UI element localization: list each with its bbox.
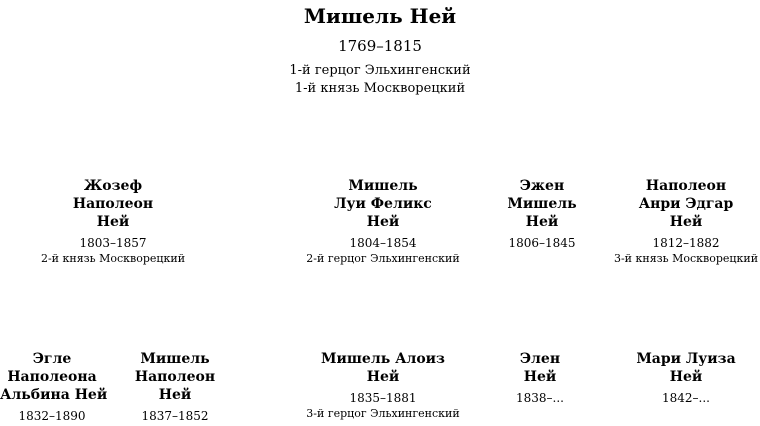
root-person-years: 1769–1815 <box>338 37 422 55</box>
person-years: 1806–1845 <box>508 236 576 250</box>
child-person-napoleon-henri <box>606 177 760 266</box>
name-line: Анри Эдгар <box>638 196 734 212</box>
name-line: Ней <box>366 214 400 230</box>
person-title: 2-й герцог Эльхингенский <box>306 252 460 265</box>
root-person-box <box>230 4 530 98</box>
person-name <box>626 350 746 386</box>
person-name <box>33 177 193 231</box>
name-line: Ней <box>525 214 559 230</box>
name-line: Мари Луиза <box>636 351 736 367</box>
grandchild-person-marie-louise <box>626 350 746 406</box>
grandchild-person-egle <box>0 350 108 424</box>
person-name <box>500 350 580 386</box>
person-years: 1832–1890 <box>18 409 86 423</box>
name-line: Ней <box>366 369 400 385</box>
name-line: Наполеон <box>645 178 727 194</box>
name-line: Ней <box>96 214 130 230</box>
person-name <box>492 177 592 231</box>
name-line: Мишель <box>140 351 210 367</box>
child-person-joseph <box>33 177 193 266</box>
person-title: 3-й князь Москворецкий <box>613 252 759 265</box>
person-years: 1838–... <box>516 391 564 405</box>
person-years: 1842–... <box>662 391 710 405</box>
person-name <box>303 350 463 386</box>
name-line: Ней <box>158 387 192 403</box>
child-person-michel-louis <box>298 177 468 266</box>
name-line: Мишель <box>348 178 418 194</box>
person-name <box>0 350 108 404</box>
name-line: Ней <box>523 369 557 385</box>
name-line: Жозеф <box>83 178 143 194</box>
name-line: Эгле <box>32 351 72 367</box>
name-line: Луи Феликс <box>334 196 432 212</box>
root-person-titles <box>230 62 530 98</box>
name-line: Наполеон <box>72 196 154 212</box>
grandchild-person-helene <box>500 350 580 406</box>
root-person-title-1: 1-й герцог Эльхингенский <box>289 63 471 78</box>
person-years: 1804–1854 <box>349 236 417 250</box>
person-years: 1837–1852 <box>141 409 209 423</box>
name-line: Альбина Ней <box>0 387 108 403</box>
grandchild-person-michel-napoleon <box>125 350 225 424</box>
person-name <box>606 177 760 231</box>
name-line: Эжен <box>519 178 565 194</box>
name-line: Мишель <box>507 196 577 212</box>
person-title: 3-й герцог Эльхингенский <box>306 407 460 420</box>
person-name <box>125 350 225 404</box>
root-person-title-2: 1-й князь Москворецкий <box>294 81 466 96</box>
name-line: Мишель Алоиз <box>320 351 445 367</box>
root-person-name: Мишель Ней <box>303 4 457 28</box>
person-title: 2-й князь Москворецкий <box>40 252 186 265</box>
person-name <box>298 177 468 231</box>
name-line: Наполеон <box>134 369 216 385</box>
name-line: Ней <box>669 369 703 385</box>
name-line: Наполеона <box>7 369 97 385</box>
person-years: 1835–1881 <box>349 391 417 405</box>
child-person-eugene <box>492 177 592 251</box>
name-line: Элен <box>519 351 561 367</box>
name-line: Ней <box>669 214 703 230</box>
person-years: 1812–1882 <box>652 236 720 250</box>
person-years: 1803–1857 <box>79 236 147 250</box>
grandchild-person-michel-aloys <box>303 350 463 421</box>
